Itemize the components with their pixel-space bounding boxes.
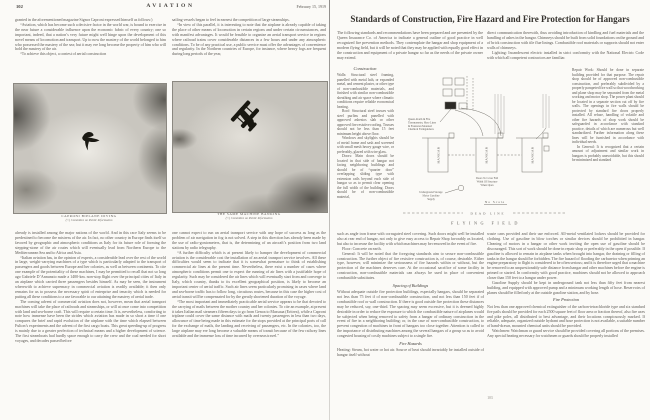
no-scale-label: No Scale — [484, 200, 506, 204]
photo-machine-banking — [172, 81, 328, 213]
left-page-number: 102 — [16, 4, 23, 9]
shop-work-text: waste cans provided and their use enforced. All-metal ventilated lockers should be provided for clothing. Use of gasoline in blow torches or similar devices should be prohibited in hangar. Cleaning of motors in a hangar or other work inviting the open use of gasoline should be discouraged. This sort of work should be done in repair shop or preferably in the open if possible. If gasoline is allowed to remain in airplane tanks when brought into hangar, the draining or filling of tanks in the hangar should be forbidden. The fire hazard of flooding the carburetor when priming an engine preparatory to flight is considered to be often serious; and it is therefore urged that a machine be removed to an unquestionably safe distance from hangar and other machines before the engine is primed or started. In conformity with good practice, machines should not be allowed to approach closer than 150 feet to a hangar under power. Gasoline Supply should be kept in underground tank not less than fifty feet from nearest building, and equipped with approved pump and a minimum working length of hose. Reservoirs of planes should be filled only at the outside gasoline station, and by hose. — [487, 232, 645, 295]
repair-work-column: Repair Work: Should be done in separate building provided for that purpose. The repair shop should be of approved non-combustible construction, and preferably subdivided by a properly parapeted fire wall so that woodworking and plane shop may be separated from the metal working and motor shop. The power plant should be located in a separate section cut off by fire walls. The openings in fire walls should be protected by standard fire doors properly installed. All refuse, handling of volatile and other fire hazards of shop work should be safeguarded in accordance with standard practice, details of which are numerous but well standardized. Further information along these lines will be furnished in accordance with individual needs. In General: It is recognized that a certain amount of adjustment and similar work in hangars is probably unavoidable, but this should be minimized and standard — [572, 68, 644, 162]
svg-text:Supply: Supply — [427, 197, 435, 201]
equipment-label — [408, 118, 436, 131]
doors-label — [476, 177, 498, 187]
article-intro-left: The following standards and recommendations have been prepared and are presented by the Queen Insurance Co. of America to indicate a general outline of good practice in well recognized fire prevention methods. They contemplate the hangar and shop equipment of a modern flying field, but it will be noted that they may be applied with equally good effect in the construction and equipment of a private hangar so far as the needs of the private owner may extend. — [337, 31, 483, 60]
photo1-caption-title: CAPRONI BIPLANE DIVING — [61, 214, 117, 218]
svg-text:Motor Gasoline: Motor Gasoline — [422, 194, 440, 198]
diagram-shop-room — [443, 78, 452, 85]
svg-text:Doors To Cover Full: Doors To Cover Full — [475, 177, 499, 180]
vertical-label-marks — [495, 94, 549, 134]
left-col2-bottom-text: one cannot expect to run an aerial transport service with any hope of success as long as the problem of air navigation in fog is not solved. A step in this direction has already been made by the use of radio-goniometers, that is, the determining of an aircraft’s position from two land stations by radio telegraphy. “A further difficulty which is at present likely to hamper the development of commercial aviation is the considerable cost the installation of an aerial transport service involves. All these difficulties would seem to indicate that it is somewhat premature to think of establishing commercial air lines at the present time. Nevertheless, there exist a number of cases where atmospheric conditions permit one to expect the running of air lines with a justifiable hope of regularity. Such may be considered the air lines which will eventually start from and converge to Italy, which country, thanks to its excellent geographical position, is likely to become an important center of aerial traffic. Such air lines seem particularly promising in cases where land and sea-borne traffic has to follow long, circuitous routes, because in this case the higher cost of aerial transit will be compensated for by the greatly shortened duration of the voyage. “The most important and immediately practicable aerial service appears to be that devoted to the carrying of mails between the mother country and her colonies. To cite an example, at present it takes Italian mail steamers fifteen days to go from Genoa to Massaua (Eritrea), while a Caproni triplane could cover the same distance with mails and twenty passengers in less than two days, allowance of time being made in this estimate for the stops provided at the principal ports of call for the exchange of mails, the landing and receiving of passengers, etc. In the colonies, too, the large airplane may ere long become a valuable means of transit because of the few railway lines available and the immense loss of time incurred by overseas travel.” — [172, 231, 326, 339]
hose-line-arc — [536, 128, 546, 139]
spacing-heading: Spacing of Buildings — [392, 282, 429, 288]
photo-caproni-diving — [13, 83, 167, 214]
hose-line-arc — [455, 110, 483, 136]
construction-column: Walls: Structural steel framing, panelled with metal lath, or expanded metal, and cement plaster, or other type of non-combustible materials, and finished with similar non-combustible sheathing and air space where climatic conditions require reliable economical heating. Roof: Structural steel trusses with steel purlins and panelled with approved asbestos slab or other approved fire resistive roofing. Trusses should not be less than 15 feet minimum height above floor. Windows and skylights should be of metal frame and sash and screened with small mesh heavy gauge wire, or preferably, glazed with wire glass. Doors: Main doors should be located in that side of hangar not facing neighboring buildings and should be of “quarter door” overlapping sliding type with extension rails beyond each side of hangar so as to permit clear opening the full width of the building. Doors should be of non-combustible material, — [337, 73, 394, 199]
photo1-caption — [13, 214, 165, 222]
page-gutter-line — [329, 0, 330, 420]
right-bottom-left-column — [337, 232, 484, 395]
heating-paragraph: Heating: Steam, hot water or hot air. Source of heat should invariably be installed outside of hangar itself without — [337, 346, 484, 357]
hangar-2-label: HANGAR — [484, 146, 489, 164]
right-page-number: 103 — [487, 396, 493, 400]
left-col2-top-text: sailing vessels began to feel in earnest the competition of large steamships. “In view of this parallel, it is interesting to note that the airplane is already capable of taking the place of other means of locomotion in certain regions and under certain circumstances, and with manifest advantages. It would be feasible to organize an aerial transport service in regions where railroad trains cover considerable distances in a few hours and under any atmospheric conditions. To be of any practical use, a public service must offer the advantages of convenience and regularity. In the Northern countries of Europe, for instance, where heavy fogs are frequent during long periods of the year, — [172, 18, 326, 57]
diagram-power-plant — [445, 102, 456, 109]
issue-date: February 15, 1919 — [296, 4, 326, 9]
svg-text:When Open: When Open — [480, 183, 494, 187]
svg-text:Queen Alarm & Fire: Queen Alarm & Fire — [408, 118, 431, 121]
hangar-layout-diagram — [395, 76, 571, 226]
hangar-3-label: HANGAR — [530, 146, 535, 164]
storage-label — [419, 191, 443, 201]
photo2-caption-title: THE SAME MACHINE BANKING — [217, 212, 281, 216]
doors-continued-text: such as angle iron frame with corrugated steel covering. Such doors might well be installed also at rear end of hangar, not only to give easy access to Repair Shop favorably as located, but also to increase the facility with which machines may be removed in the event of fire. Floor: Concrete on earth. General: It will be noted that the foregoing standards aim to secure non-combustible construction. The further object of fire resistive construction is, of course, desirable. Either type, however, will minimize the seriousness of fire hazards within or without, but the protection of the machines deserves care. At the occasional sacrifice of some facility in construction, non-combustible materials can always be used in place of convenient combustible substitutes. — [337, 232, 484, 281]
dead-line-label: DEAD LINE — [470, 211, 506, 216]
spacing-paragraph: Without adequate outside fire protection buildings, especially hangars, should be separated not less than 75 feet if of non-combustible construction, and not less than 150 feet if of combustible roof or wall construction. If there is good outside fire protection these distances may be reduced, say, one-third. The spacing may seem excessive, but it is deemed highly desirable in order to reduce the exposure to which the combustible nature of airplanes would be subjected when being removed to safety from a hangar of ordinary construction in the event of fire in a neighboring building; or, in the case of non-combustible construction, to prevent congestion of machines in front of hangars too close together. Attention is called to the importance of distributing machines among the several hangars of a group so as to avoid congested housing of costly machines subject to a single fire. — [337, 288, 484, 339]
svg-text:Chemical Extinguishers: Chemical Extinguishers — [408, 128, 434, 132]
fire-hazards-heading: Fire Hazards — [399, 340, 422, 346]
diagram-shop-room — [455, 78, 464, 85]
photo2-caption — [172, 212, 326, 220]
masthead-title: AVIATION — [146, 3, 195, 9]
svg-text:& Extension Mounted: & Extension Mounted — [408, 124, 432, 128]
photo2-caption-credit: (©) Committee on Public Information — [225, 216, 273, 220]
svg-text:Width Of Structure: Width Of Structure — [476, 180, 498, 184]
biplane-diving-silhouette — [78, 130, 105, 154]
construction-heading: Construction — [353, 66, 377, 71]
fire-protection-paragraph: Not less than one approved chemical extinguisher of the carbon-tetrachloride type and six standard fire pails should be provided for each 2500 square feet of floor area or fraction thereof, also fire axes and pike poles, all distributed to best advantage, and their locations conspicuously marked. If reliable, adequate, organized outside hydrant and hose protection is not available, a suitable number of hand-drawn, mounted chemical units should be provided. Watchmen: Watchman or guard service should be provided covering all portions of the premises. Any special heating necessary for watchmen or guards should be properly installed — [487, 303, 645, 339]
right-bottom-right-column — [487, 232, 645, 395]
svg-text:Underground Storage: Underground Storage — [419, 191, 443, 194]
article-upper-right: direct communication therewith, thus avoiding introduction of kindling and fuel materials and the handling of ashes in the hangar. Chimneys should be built from solid foundations on the ground and of brick construction with tile flue linings. Combustible roof materials or supports should not enter walls of chimneys. Lighting: Incandescent electric installed in strict conformity with the National Electric Code with which all competent contractors are familiar. — [487, 31, 644, 60]
left-col1-top-text: granted in the aforementioned magazine Signor Caproni expressed himself as follows:) “Aviation, which has become such a decisive factor in the world war, is bound to exercise in the near future a considerable influence upon the economic fabric of every country; one so important, indeed, that a nation’s very future might well hinge upon the development of this novel means of locomotion and transport. Up to now the mastery of the world belonged to him who possessed the mastery of the sea; but it may ere long become the property of him who will hold the mastery of the air. “To achieve this object, a contest of aerial construction — [15, 18, 166, 57]
gasoline-tank-symbol — [458, 185, 464, 191]
diagram-shop-room — [443, 89, 452, 96]
fire-protection-heading: Fire Protection — [552, 297, 580, 303]
hangar-1-label: HANGAR — [436, 146, 441, 164]
left-col1-bottom-text: already is installed among the major nations of the world. And in this race Italy seems to be predestined to become the mistress of the air. In fact, no other country in Europe finds itself so favored by geographic and atmospheric conditions as Italy for its future role of forming the stepping-stone of the air routes which will eventually lead from Northern Europe to the Mediterranean Sea and to Africa and Asia. “Italian aviation has, in the opinion of experts, a considerable lead over the rest of the world in large, weight-carrying machines of a type which is particularly adapted to the transport of passengers and goods between Europe and her colonies, as well as between continents. To cite one example of the potentiality of these machines, I may be permitted to recall that not so long ago Gabriele D’Annunzio made a 1400-km. non-stop flight over the principal cities of Italy in an airplane which carried three passengers besides himself. As may be seen, the instrument wherewith to achieve supremacy in commercial aviation is readily available; it then only remains for us to possess the necessary spirit of enterprise and tenacity which is needed for putting all these conditions to a use favorable to our attaining the mastery of aerial trade. The coming advent of commercial aviation does not, however, mean that aerial transport machines will take the place of railroads and steamships, or will at once come into competition with land and sea-borne craft. This will require a certain time. It is, nevertheless, comforting to note how immense have been the strides which aviation has made in so short a time if one compares the brief and rapid evolution of the airplane with the time which elapsed between Fulton’s experiments and the advent of the first cargo boats. This great speeding-up of progress is mainly due to a greater perfection of technical means and a higher development of science. The first steamboats had hardly space enough to carry the crew and the coal needed for short voyages, and decades passed before — [15, 231, 166, 343]
outbuilding — [544, 146, 549, 151]
svg-text:Thermometer, Hose Lines: Thermometer, Hose Lines — [408, 121, 437, 125]
biplane-banking-silhouette — [228, 98, 263, 133]
flying-field-label: FLYING FIELD — [451, 220, 521, 226]
diagram-shop-room — [455, 89, 464, 96]
photo1-caption-credit: (©) Committee on Public Information — [65, 218, 113, 222]
article-title: Standards of Construction, Fire Hazard and Fire Protection for Hangars — [350, 14, 630, 24]
door-pocket — [449, 133, 454, 138]
door-pocket — [543, 133, 548, 138]
